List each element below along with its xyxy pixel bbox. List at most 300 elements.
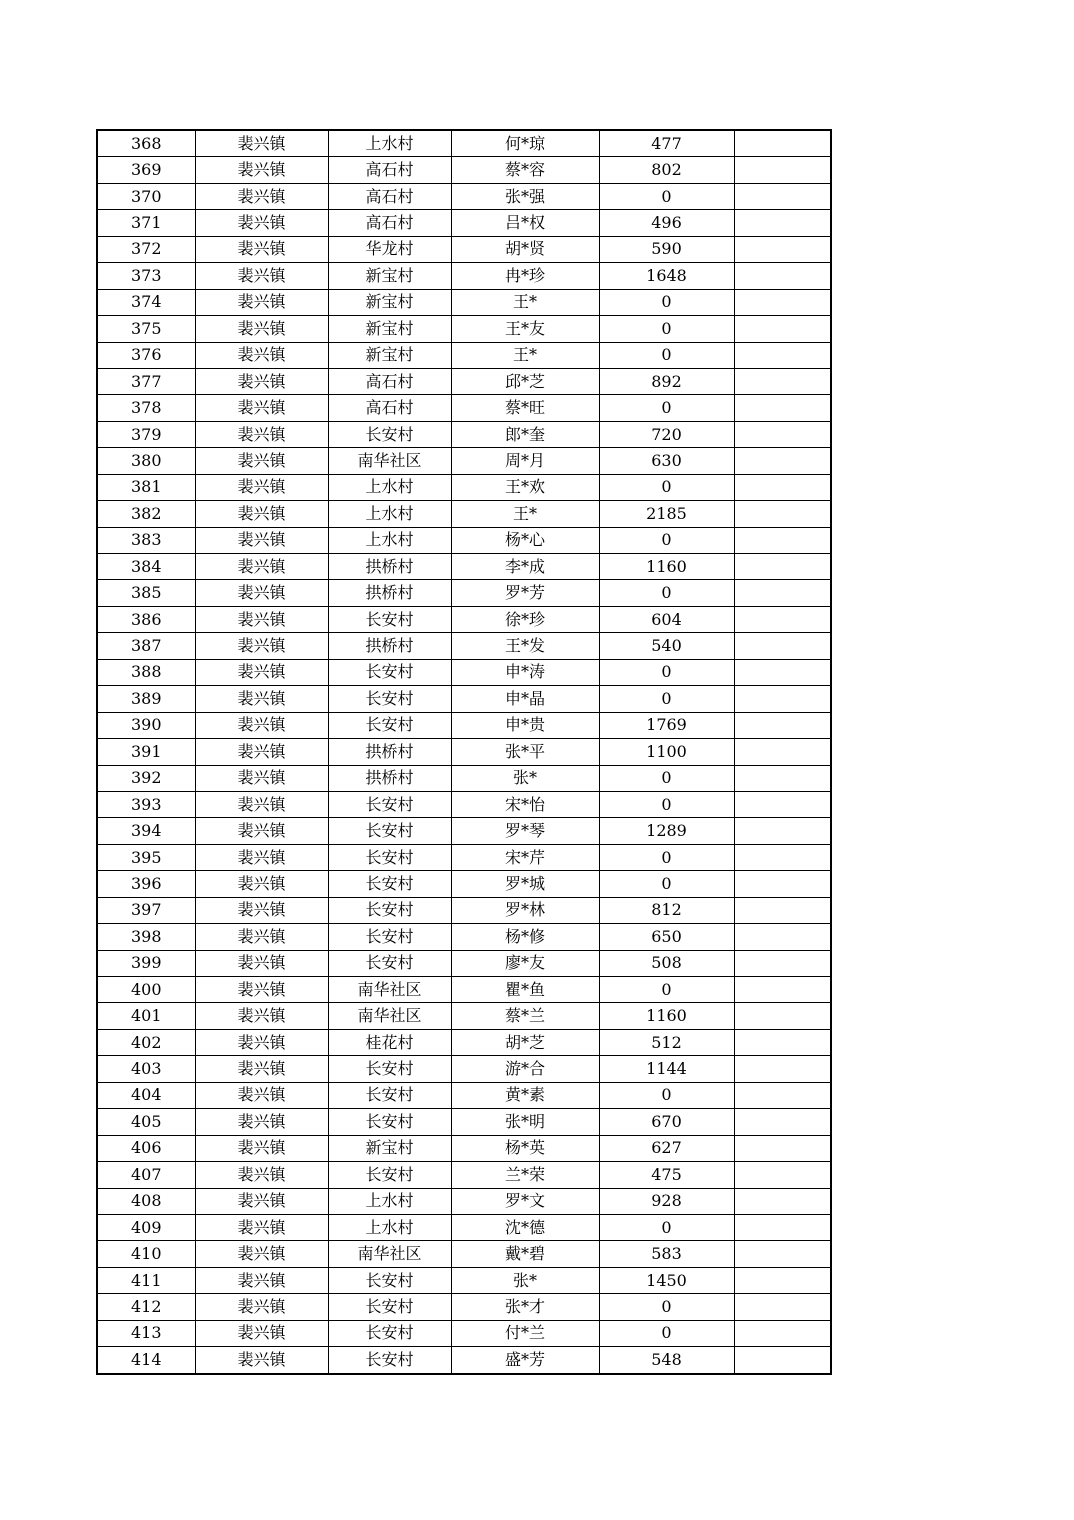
amount-cell: 0 xyxy=(599,580,734,606)
name-cell: 蔡*旺 xyxy=(451,395,599,421)
note-cell xyxy=(734,263,831,289)
name-cell: 申*贵 xyxy=(451,712,599,738)
village-cell: 长安村 xyxy=(328,712,451,738)
town-cell: 裴兴镇 xyxy=(195,791,328,817)
village-cell: 拱桥村 xyxy=(328,633,451,659)
note-cell xyxy=(734,765,831,791)
town-cell: 裴兴镇 xyxy=(195,924,328,950)
row-number-cell: 387 xyxy=(97,633,195,659)
note-cell xyxy=(734,606,831,632)
table-row xyxy=(97,236,831,262)
town-cell: 裴兴镇 xyxy=(195,950,328,976)
amount-cell: 812 xyxy=(599,897,734,923)
note-cell xyxy=(734,844,831,870)
village-cell: 高石村 xyxy=(328,368,451,394)
name-cell: 吕*权 xyxy=(451,210,599,236)
village-cell: 南华社区 xyxy=(328,1241,451,1267)
town-cell: 裴兴镇 xyxy=(195,501,328,527)
amount-cell: 0 xyxy=(599,1320,734,1346)
village-cell: 长安村 xyxy=(328,686,451,712)
row-number-cell: 401 xyxy=(97,1003,195,1029)
amount-cell: 2185 xyxy=(599,501,734,527)
table-row xyxy=(97,395,831,421)
table-row xyxy=(97,1003,831,1029)
name-cell: 李*成 xyxy=(451,554,599,580)
row-number-cell: 397 xyxy=(97,897,195,923)
village-cell: 长安村 xyxy=(328,606,451,632)
amount-cell: 590 xyxy=(599,236,734,262)
town-cell: 裴兴镇 xyxy=(195,1109,328,1135)
village-cell: 南华社区 xyxy=(328,1003,451,1029)
table-row xyxy=(97,289,831,315)
village-cell: 长安村 xyxy=(328,844,451,870)
note-cell xyxy=(734,183,831,209)
table-row xyxy=(97,474,831,500)
village-cell: 长安村 xyxy=(328,818,451,844)
table-row xyxy=(97,818,831,844)
name-cell: 兰*荣 xyxy=(451,1162,599,1188)
town-cell: 裴兴镇 xyxy=(195,342,328,368)
town-cell: 裴兴镇 xyxy=(195,1003,328,1029)
village-cell: 新宝村 xyxy=(328,1135,451,1161)
amount-cell: 1100 xyxy=(599,739,734,765)
table-row xyxy=(97,950,831,976)
row-number-cell: 373 xyxy=(97,263,195,289)
town-cell: 裴兴镇 xyxy=(195,289,328,315)
name-cell: 周*月 xyxy=(451,448,599,474)
village-cell: 拱桥村 xyxy=(328,765,451,791)
town-cell: 裴兴镇 xyxy=(195,1056,328,1082)
table-row xyxy=(97,739,831,765)
town-cell: 裴兴镇 xyxy=(195,316,328,342)
amount-cell: 1450 xyxy=(599,1267,734,1293)
table-row xyxy=(97,368,831,394)
note-cell xyxy=(734,1135,831,1161)
note-cell xyxy=(734,924,831,950)
row-number-cell: 394 xyxy=(97,818,195,844)
amount-cell: 0 xyxy=(599,342,734,368)
row-number-cell: 389 xyxy=(97,686,195,712)
table-row xyxy=(97,1056,831,1082)
amount-cell: 475 xyxy=(599,1162,734,1188)
roster-table xyxy=(96,129,832,1375)
table-row xyxy=(97,1029,831,1055)
village-cell: 长安村 xyxy=(328,659,451,685)
amount-cell: 0 xyxy=(599,527,734,553)
note-cell xyxy=(734,448,831,474)
name-cell: 王* xyxy=(451,342,599,368)
row-number-cell: 408 xyxy=(97,1188,195,1214)
amount-cell: 0 xyxy=(599,289,734,315)
amount-cell: 0 xyxy=(599,395,734,421)
note-cell xyxy=(734,977,831,1003)
name-cell: 张*平 xyxy=(451,739,599,765)
amount-cell: 627 xyxy=(599,1135,734,1161)
note-cell xyxy=(734,897,831,923)
note-cell xyxy=(734,1188,831,1214)
row-number-cell: 393 xyxy=(97,791,195,817)
note-cell xyxy=(734,1056,831,1082)
amount-cell: 0 xyxy=(599,871,734,897)
town-cell: 裴兴镇 xyxy=(195,686,328,712)
amount-cell: 928 xyxy=(599,1188,734,1214)
amount-cell: 0 xyxy=(599,474,734,500)
town-cell: 裴兴镇 xyxy=(195,818,328,844)
row-number-cell: 391 xyxy=(97,739,195,765)
village-cell: 上水村 xyxy=(328,130,451,157)
row-number-cell: 400 xyxy=(97,977,195,1003)
name-cell: 罗*琴 xyxy=(451,818,599,844)
note-cell xyxy=(734,1347,831,1374)
row-number-cell: 381 xyxy=(97,474,195,500)
name-cell: 廖*友 xyxy=(451,950,599,976)
name-cell: 张*才 xyxy=(451,1294,599,1320)
amount-cell: 0 xyxy=(599,977,734,1003)
table-row xyxy=(97,844,831,870)
town-cell: 裴兴镇 xyxy=(195,606,328,632)
amount-cell: 1289 xyxy=(599,818,734,844)
row-number-cell: 382 xyxy=(97,501,195,527)
village-cell: 长安村 xyxy=(328,950,451,976)
amount-cell: 1648 xyxy=(599,263,734,289)
row-number-cell: 377 xyxy=(97,368,195,394)
town-cell: 裴兴镇 xyxy=(195,712,328,738)
amount-cell: 0 xyxy=(599,183,734,209)
town-cell: 裴兴镇 xyxy=(195,844,328,870)
row-number-cell: 403 xyxy=(97,1056,195,1082)
note-cell xyxy=(734,395,831,421)
row-number-cell: 410 xyxy=(97,1241,195,1267)
note-cell xyxy=(734,236,831,262)
village-cell: 高石村 xyxy=(328,395,451,421)
row-number-cell: 374 xyxy=(97,289,195,315)
note-cell xyxy=(734,554,831,580)
note-cell xyxy=(734,1214,831,1240)
town-cell: 裴兴镇 xyxy=(195,1135,328,1161)
name-cell: 徐*珍 xyxy=(451,606,599,632)
table-row xyxy=(97,606,831,632)
amount-cell: 477 xyxy=(599,130,734,157)
row-number-cell: 385 xyxy=(97,580,195,606)
row-number-cell: 402 xyxy=(97,1029,195,1055)
village-cell: 长安村 xyxy=(328,1109,451,1135)
village-cell: 新宝村 xyxy=(328,316,451,342)
row-number-cell: 413 xyxy=(97,1320,195,1346)
village-cell: 长安村 xyxy=(328,1347,451,1374)
row-number-cell: 396 xyxy=(97,871,195,897)
name-cell: 杨*英 xyxy=(451,1135,599,1161)
note-cell xyxy=(734,316,831,342)
amount-cell: 0 xyxy=(599,791,734,817)
row-number-cell: 372 xyxy=(97,236,195,262)
name-cell: 张*明 xyxy=(451,1109,599,1135)
amount-cell: 720 xyxy=(599,421,734,447)
table-row xyxy=(97,1082,831,1108)
amount-cell: 583 xyxy=(599,1241,734,1267)
town-cell: 裴兴镇 xyxy=(195,765,328,791)
row-number-cell: 398 xyxy=(97,924,195,950)
name-cell: 盛*芳 xyxy=(451,1347,599,1374)
note-cell xyxy=(734,950,831,976)
row-number-cell: 399 xyxy=(97,950,195,976)
amount-cell: 508 xyxy=(599,950,734,976)
name-cell: 张* xyxy=(451,1267,599,1293)
village-cell: 长安村 xyxy=(328,791,451,817)
town-cell: 裴兴镇 xyxy=(195,130,328,157)
table-row xyxy=(97,421,831,447)
row-number-cell: 368 xyxy=(97,130,195,157)
town-cell: 裴兴镇 xyxy=(195,580,328,606)
table-row xyxy=(97,977,831,1003)
table-row xyxy=(97,659,831,685)
row-number-cell: 390 xyxy=(97,712,195,738)
village-cell: 长安村 xyxy=(328,871,451,897)
village-cell: 新宝村 xyxy=(328,263,451,289)
row-number-cell: 409 xyxy=(97,1214,195,1240)
row-number-cell: 378 xyxy=(97,395,195,421)
name-cell: 申*晶 xyxy=(451,686,599,712)
village-cell: 长安村 xyxy=(328,1056,451,1082)
town-cell: 裴兴镇 xyxy=(195,633,328,659)
name-cell: 王* xyxy=(451,289,599,315)
row-number-cell: 406 xyxy=(97,1135,195,1161)
table-row xyxy=(97,686,831,712)
name-cell: 张* xyxy=(451,765,599,791)
table-row xyxy=(97,1294,831,1320)
amount-cell: 0 xyxy=(599,765,734,791)
name-cell: 罗*林 xyxy=(451,897,599,923)
row-number-cell: 414 xyxy=(97,1347,195,1374)
village-cell: 高石村 xyxy=(328,157,451,183)
town-cell: 裴兴镇 xyxy=(195,659,328,685)
table-row xyxy=(97,130,831,157)
name-cell: 张*强 xyxy=(451,183,599,209)
town-cell: 裴兴镇 xyxy=(195,474,328,500)
name-cell: 瞿*鱼 xyxy=(451,977,599,1003)
village-cell: 高石村 xyxy=(328,210,451,236)
table-row xyxy=(97,183,831,209)
row-number-cell: 376 xyxy=(97,342,195,368)
village-cell: 长安村 xyxy=(328,924,451,950)
town-cell: 裴兴镇 xyxy=(195,739,328,765)
table-row xyxy=(97,1214,831,1240)
town-cell: 裴兴镇 xyxy=(195,1214,328,1240)
note-cell xyxy=(734,1003,831,1029)
table-row xyxy=(97,1241,831,1267)
village-cell: 新宝村 xyxy=(328,289,451,315)
town-cell: 裴兴镇 xyxy=(195,1188,328,1214)
name-cell: 罗*芳 xyxy=(451,580,599,606)
village-cell: 高石村 xyxy=(328,183,451,209)
town-cell: 裴兴镇 xyxy=(195,1294,328,1320)
note-cell xyxy=(734,1109,831,1135)
note-cell xyxy=(734,818,831,844)
village-cell: 拱桥村 xyxy=(328,554,451,580)
note-cell xyxy=(734,289,831,315)
table-row xyxy=(97,1188,831,1214)
note-cell xyxy=(734,342,831,368)
name-cell: 沈*德 xyxy=(451,1214,599,1240)
table-row xyxy=(97,501,831,527)
amount-cell: 0 xyxy=(599,1294,734,1320)
name-cell: 宋*怡 xyxy=(451,791,599,817)
name-cell: 杨*修 xyxy=(451,924,599,950)
table-row xyxy=(97,448,831,474)
name-cell: 罗*文 xyxy=(451,1188,599,1214)
note-cell xyxy=(734,1241,831,1267)
table-row xyxy=(97,712,831,738)
village-cell: 拱桥村 xyxy=(328,739,451,765)
row-number-cell: 384 xyxy=(97,554,195,580)
row-number-cell: 392 xyxy=(97,765,195,791)
table-row xyxy=(97,765,831,791)
table-row xyxy=(97,580,831,606)
town-cell: 裴兴镇 xyxy=(195,263,328,289)
name-cell: 王*欢 xyxy=(451,474,599,500)
amount-cell: 496 xyxy=(599,210,734,236)
village-cell: 上水村 xyxy=(328,1188,451,1214)
table-row xyxy=(97,263,831,289)
town-cell: 裴兴镇 xyxy=(195,448,328,474)
village-cell: 上水村 xyxy=(328,501,451,527)
note-cell xyxy=(734,712,831,738)
name-cell: 付*兰 xyxy=(451,1320,599,1346)
table-row xyxy=(97,210,831,236)
town-cell: 裴兴镇 xyxy=(195,210,328,236)
name-cell: 游*合 xyxy=(451,1056,599,1082)
amount-cell: 0 xyxy=(599,844,734,870)
amount-cell: 0 xyxy=(599,659,734,685)
table-row xyxy=(97,554,831,580)
row-number-cell: 404 xyxy=(97,1082,195,1108)
name-cell: 申*涛 xyxy=(451,659,599,685)
roster-table-body xyxy=(97,130,831,1374)
village-cell: 上水村 xyxy=(328,527,451,553)
table-row xyxy=(97,1347,831,1374)
amount-cell: 1144 xyxy=(599,1056,734,1082)
table-row xyxy=(97,527,831,553)
town-cell: 裴兴镇 xyxy=(195,236,328,262)
town-cell: 裴兴镇 xyxy=(195,421,328,447)
row-number-cell: 369 xyxy=(97,157,195,183)
note-cell xyxy=(734,1267,831,1293)
row-number-cell: 379 xyxy=(97,421,195,447)
name-cell: 戴*碧 xyxy=(451,1241,599,1267)
note-cell xyxy=(734,871,831,897)
town-cell: 裴兴镇 xyxy=(195,871,328,897)
table-row xyxy=(97,157,831,183)
name-cell: 黄*素 xyxy=(451,1082,599,1108)
town-cell: 裴兴镇 xyxy=(195,157,328,183)
village-cell: 南华社区 xyxy=(328,977,451,1003)
town-cell: 裴兴镇 xyxy=(195,1082,328,1108)
name-cell: 胡*贤 xyxy=(451,236,599,262)
row-number-cell: 395 xyxy=(97,844,195,870)
town-cell: 裴兴镇 xyxy=(195,368,328,394)
table-row xyxy=(97,316,831,342)
amount-cell: 540 xyxy=(599,633,734,659)
name-cell: 邱*芝 xyxy=(451,368,599,394)
note-cell xyxy=(734,739,831,765)
note-cell xyxy=(734,791,831,817)
town-cell: 裴兴镇 xyxy=(195,554,328,580)
name-cell: 王*发 xyxy=(451,633,599,659)
town-cell: 裴兴镇 xyxy=(195,395,328,421)
amount-cell: 604 xyxy=(599,606,734,632)
row-number-cell: 388 xyxy=(97,659,195,685)
row-number-cell: 386 xyxy=(97,606,195,632)
table-row xyxy=(97,1109,831,1135)
amount-cell: 0 xyxy=(599,686,734,712)
town-cell: 裴兴镇 xyxy=(195,1347,328,1374)
town-cell: 裴兴镇 xyxy=(195,1162,328,1188)
village-cell: 长安村 xyxy=(328,1320,451,1346)
note-cell xyxy=(734,210,831,236)
note-cell xyxy=(734,157,831,183)
table-row xyxy=(97,897,831,923)
village-cell: 华龙村 xyxy=(328,236,451,262)
table-row xyxy=(97,791,831,817)
note-cell xyxy=(734,1082,831,1108)
table-row xyxy=(97,871,831,897)
village-cell: 长安村 xyxy=(328,421,451,447)
town-cell: 裴兴镇 xyxy=(195,1320,328,1346)
amount-cell: 1160 xyxy=(599,554,734,580)
village-cell: 拱桥村 xyxy=(328,580,451,606)
note-cell xyxy=(734,1029,831,1055)
table-row xyxy=(97,633,831,659)
note-cell xyxy=(734,1294,831,1320)
row-number-cell: 405 xyxy=(97,1109,195,1135)
amount-cell: 630 xyxy=(599,448,734,474)
town-cell: 裴兴镇 xyxy=(195,527,328,553)
amount-cell: 548 xyxy=(599,1347,734,1374)
row-number-cell: 412 xyxy=(97,1294,195,1320)
amount-cell: 1160 xyxy=(599,1003,734,1029)
table-row xyxy=(97,924,831,950)
table-row xyxy=(97,1162,831,1188)
row-number-cell: 370 xyxy=(97,183,195,209)
table-row xyxy=(97,1135,831,1161)
town-cell: 裴兴镇 xyxy=(195,1029,328,1055)
table-row xyxy=(97,1320,831,1346)
row-number-cell: 371 xyxy=(97,210,195,236)
note-cell xyxy=(734,421,831,447)
name-cell: 胡*芝 xyxy=(451,1029,599,1055)
note-cell xyxy=(734,633,831,659)
village-cell: 南华社区 xyxy=(328,448,451,474)
note-cell xyxy=(734,501,831,527)
note-cell xyxy=(734,1162,831,1188)
note-cell xyxy=(734,527,831,553)
name-cell: 冉*珍 xyxy=(451,263,599,289)
row-number-cell: 383 xyxy=(97,527,195,553)
table-row xyxy=(97,342,831,368)
town-cell: 裴兴镇 xyxy=(195,183,328,209)
note-cell xyxy=(734,474,831,500)
name-cell: 王*友 xyxy=(451,316,599,342)
amount-cell: 1769 xyxy=(599,712,734,738)
village-cell: 桂花村 xyxy=(328,1029,451,1055)
name-cell: 罗*城 xyxy=(451,871,599,897)
village-cell: 长安村 xyxy=(328,1294,451,1320)
name-cell: 王* xyxy=(451,501,599,527)
note-cell xyxy=(734,368,831,394)
name-cell: 宋*芹 xyxy=(451,844,599,870)
town-cell: 裴兴镇 xyxy=(195,977,328,1003)
name-cell: 蔡*兰 xyxy=(451,1003,599,1029)
village-cell: 长安村 xyxy=(328,1162,451,1188)
